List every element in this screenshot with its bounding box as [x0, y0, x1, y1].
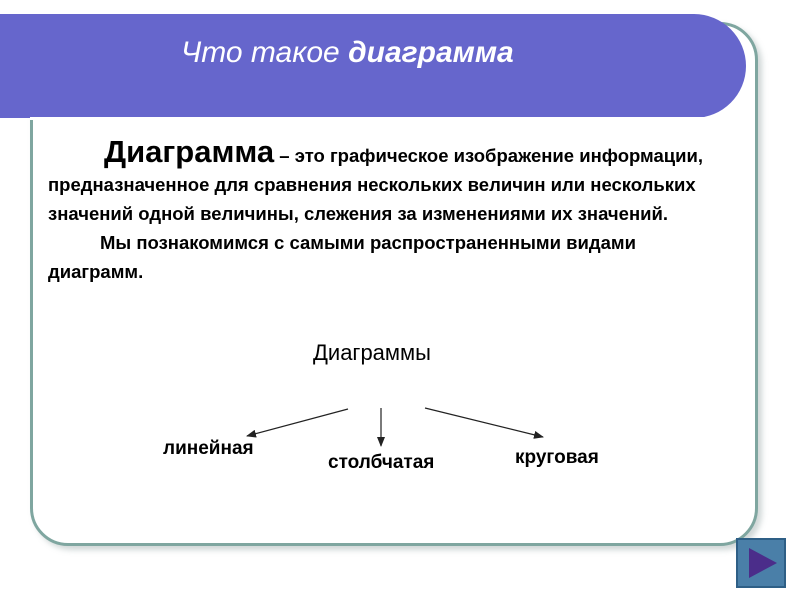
play-right-icon [738, 540, 784, 586]
diagram-root-label: Диаграммы [313, 340, 431, 365]
diagram-child-bar: столбчатая [328, 452, 435, 473]
title-normal: Что такое [181, 36, 340, 69]
second-paragraph: Мы познакомимся с самыми распространенными видами диаграмм. [48, 232, 636, 282]
diagram-child-linear: линейная [163, 438, 254, 459]
diagram-child-pie: круговая [515, 447, 599, 468]
definition: – это графическое изображение информации, предназначенное для сравнения нескольких величин или нескольких значений одной величины, слежения за изменениями их значений. [48, 145, 704, 224]
arrow-to-pie [425, 408, 543, 437]
next-slide-button[interactable] [736, 538, 786, 588]
term: Диаграмма [104, 134, 275, 169]
arrow-to-linear [247, 409, 348, 436]
title-strong: диаграмма [348, 36, 514, 69]
